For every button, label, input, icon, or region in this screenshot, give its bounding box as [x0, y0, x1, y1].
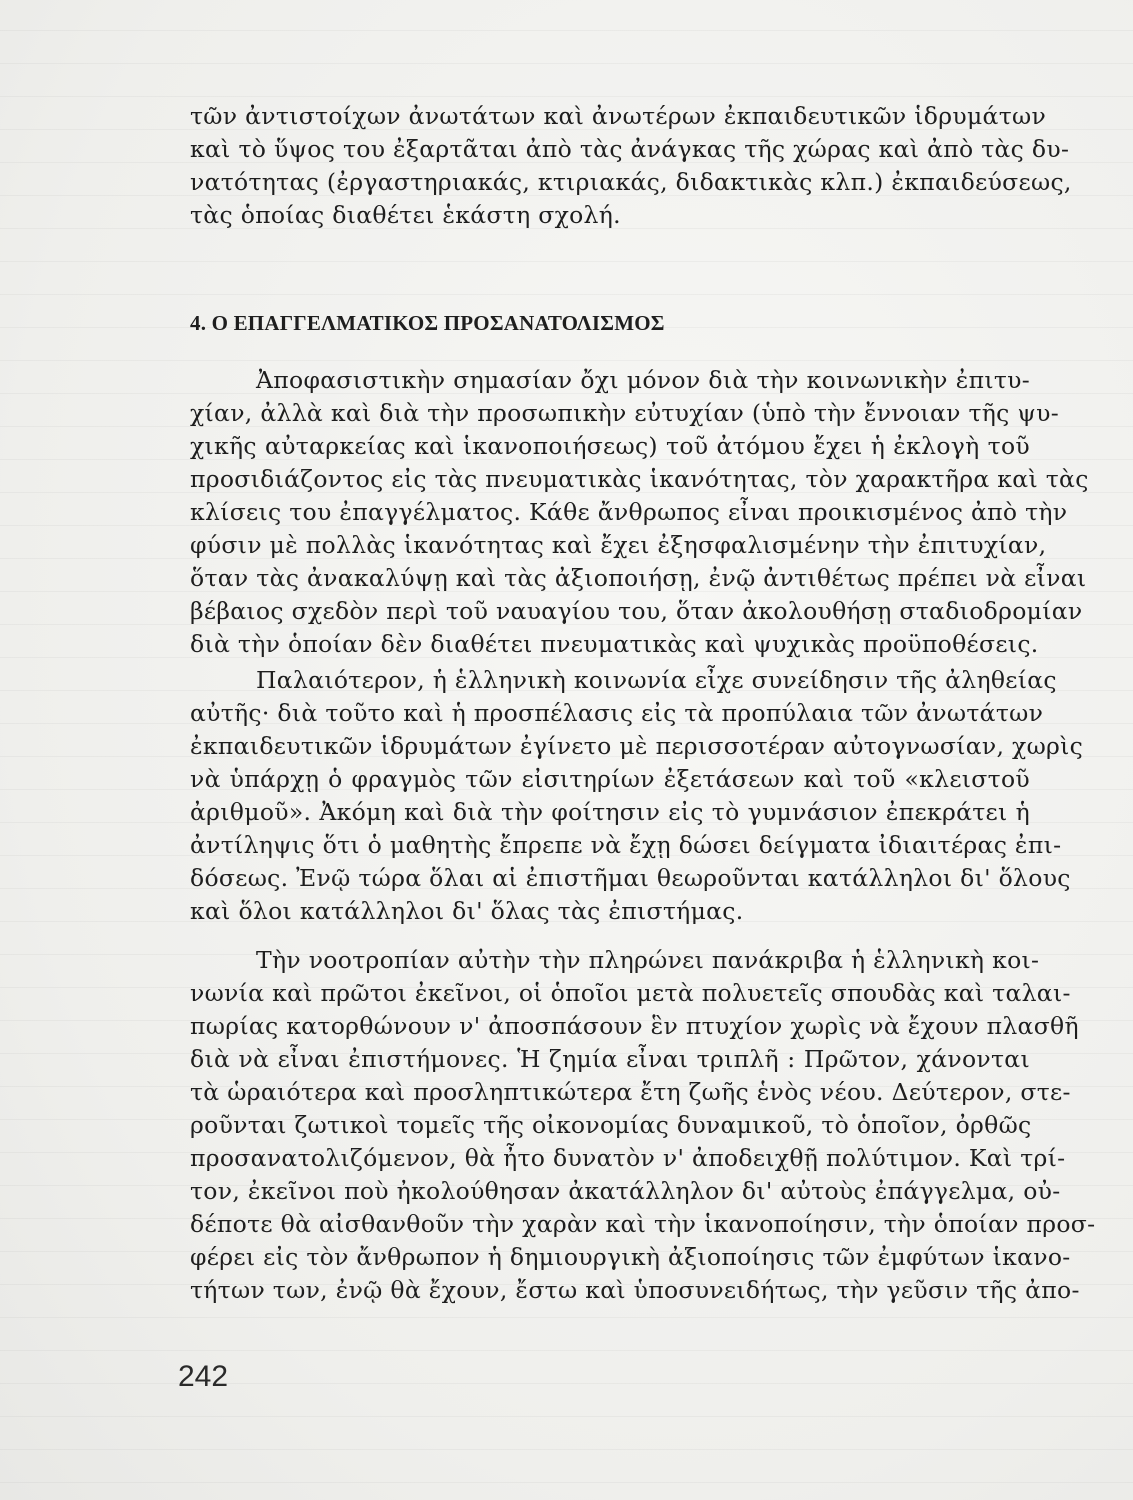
text-line: ὅταν τὰς ἀνακαλύψῃ καὶ τὰς ἀξιοποιήσῃ, ἐνῷ ἀντιθέτως πρέπει νὰ εἶναι [190, 564, 1087, 592]
text-line: καὶ τὸ ὕψος του ἐξαρτᾶται ἀπὸ τὰς ἀνάγκας τῆς χώρας καὶ ἀπὸ τὰς δυ- [190, 135, 1070, 163]
text-line: πωρίας κατορθώνουν ν' ἀποσπάσουν ἓν πτυχίον χωρὶς νὰ ἔχουν πλασθῆ [190, 1012, 1079, 1040]
text-line: διὰ τὴν ὁποίαν δὲν διαθέτει πνευματικὰς καὶ ψυχικὰς προϋποθέσεις. [190, 630, 1039, 658]
text-line: τον, ἐκεῖνοι ποὺ ἠκολούθησαν ἀκατάλληλον δι' αὐτοὺς ἐπάγγελμα, οὐ- [190, 1177, 1061, 1205]
text-line: φέρει εἰς τὸν ἄνθρωπον ἡ δημιουργικὴ ἀξιοποίησις τῶν ἐμφύτων ἱκανο- [190, 1243, 1071, 1271]
text-line: δόσεως. Ἐνῷ τώρα ὅλαι αἱ ἐπιστῆμαι θεωροῦνται κατάλληλοι δι' ὅλους [190, 864, 1071, 892]
text-line: διὰ νὰ εἶναι ἐπιστήμονες. Ἡ ζημία εἶναι τριπλῆ : Πρῶτον, χάνονται [190, 1045, 1030, 1073]
text-line: φύσιν μὲ πολλὰς ἱκανότητας καὶ ἔχει ἐξησφαλισμένην τὴν ἐπιτυχίαν, [190, 531, 1047, 559]
text-line: χικῆς αὐταρκείας καὶ ἱκανοποιήσεως) τοῦ ἀτόμου ἔχει ἡ ἐκλογὴ τοῦ [190, 432, 1030, 460]
text-line: ἐκπαιδευτικῶν ἱδρυμάτων ἐγίνετο μὲ περισσοτέραν αὐτογνωσίαν, χωρὶς [190, 732, 1084, 760]
text-line: ἀντίληψις ὅτι ὁ μαθητὴς ἔπρεπε νὰ ἔχῃ δώσει δείγματα ἰδιαιτέρας ἐπι- [190, 831, 1062, 859]
paragraph-older-times [190, 664, 1084, 928]
text-line: νὰ ὑπάρχῃ ὁ φραγμὸς τῶν εἰσιτηρίων ἐξετάσεων καὶ τοῦ «κλειστοῦ [190, 765, 1030, 793]
text-line: ἀριθμοῦ». Ἀκόμη καὶ διὰ τὴν φοίτησιν εἰς τὸ γυμνάσιον ἐπεκράτει ἡ [190, 798, 1030, 826]
text-line: Ἀποφασιστικὴν σημασίαν ὄχι μόνον διὰ τὴν κοινωνικὴν ἐπιτυ- [256, 366, 1030, 394]
text-line: τῶν ἀντιστοίχων ἀνωτάτων καὶ ἀνωτέρων ἐκπαιδευτικῶν ἱδρυμάτων [190, 102, 1047, 130]
page-body [190, 100, 1096, 1307]
text-line: τήτων των, ἐνῷ θὰ ἔχουν, ἔστω καὶ ὑποσυνειδήτως, τὴν γεῦσιν τῆς ἀπο- [190, 1276, 1080, 1304]
paragraph-choice-importance [190, 364, 1089, 661]
section-heading: 4. Ο ΕΠΑΓΓΕΛΜΑΤΙΚΟΣ ΠΡΟΣΑΝΑΤΟΛΙΣΜΟΣ [190, 311, 665, 335]
text-line: προσιδιάζοντος εἰς τὰς πνευματικὰς ἱκανότητας, τὸν χαρακτῆρα καὶ τὰς [190, 465, 1089, 493]
text-line: βέβαιος σχεδὸν περὶ τοῦ ναυαγίου του, ὅταν ἀκολουθήσῃ σταδιοδρομίαν [190, 597, 1083, 625]
text-line: τὰς ὁποίας διαθέτει ἑκάστη σχολή. [190, 201, 621, 229]
text-line: ροῦνται ζωτικοὶ τομεῖς τῆς οἰκονομίας δυναμικοῦ, τὸ ὁποῖον, ὀρθῶς [190, 1111, 1032, 1139]
text-line: Παλαιότερον, ἡ ἑλληνικὴ κοινωνία εἶχε συνείδησιν τῆς ἀληθείας [256, 666, 1057, 694]
text-line: τὰ ὡραιότερα καὶ προσληπτικώτερα ἔτη ζωῆς ἑνὸς νέου. Δεύτερον, στε- [190, 1078, 1071, 1106]
text-line: αὐτῆς· διὰ τοῦτο καὶ ἡ προσπέλασις εἰς τὰ προπύλαια τῶν ἀνωτάτων [190, 699, 1044, 727]
paragraph-mentality [190, 944, 1096, 1307]
text-line: δέποτε θὰ αἰσθανθοῦν τὴν χαρὰν καὶ τὴν ἱκανοποίησιν, τὴν ὁποίαν προσ- [190, 1210, 1096, 1238]
text-line: νωνία καὶ πρῶτοι ἐκεῖνοι, οἱ ὁποῖοι μετὰ πολυετεῖς σπουδὰς καὶ ταλαι- [190, 979, 1071, 1007]
page-number: 242 [178, 1360, 229, 1393]
text-line: χίαν, ἀλλὰ καὶ διὰ τὴν προσωπικὴν εὐτυχίαν (ὑπὸ τὴν ἔννοιαν τῆς ψυ- [190, 399, 1059, 427]
text-line: νατότητας (ἐργαστηριακάς, κτιριακάς, διδακτικὰς κλπ.) ἐκπαιδεύσεως, [190, 168, 1072, 196]
text-line: προσανατολιζόμενον, θὰ ἦτο δυνατὸν ν' ἀποδειχθῇ πολύτιμον. Καὶ τρί- [190, 1144, 1066, 1172]
text-line: κλίσεις του ἐπαγγέλματος. Κάθε ἄνθρωπος εἶναι προικισμένος ἀπὸ τὴν [190, 498, 1068, 526]
text-line: Τὴν νοοτροπίαν αὐτὴν τὴν πληρώνει πανάκριβα ἡ ἑλληνικὴ κοι- [256, 946, 1040, 974]
text-line: καὶ ὅλοι κατάλληλοι δι' ὅλας τὰς ἐπιστήμας. [190, 897, 744, 925]
paragraph-continued [190, 100, 1072, 232]
